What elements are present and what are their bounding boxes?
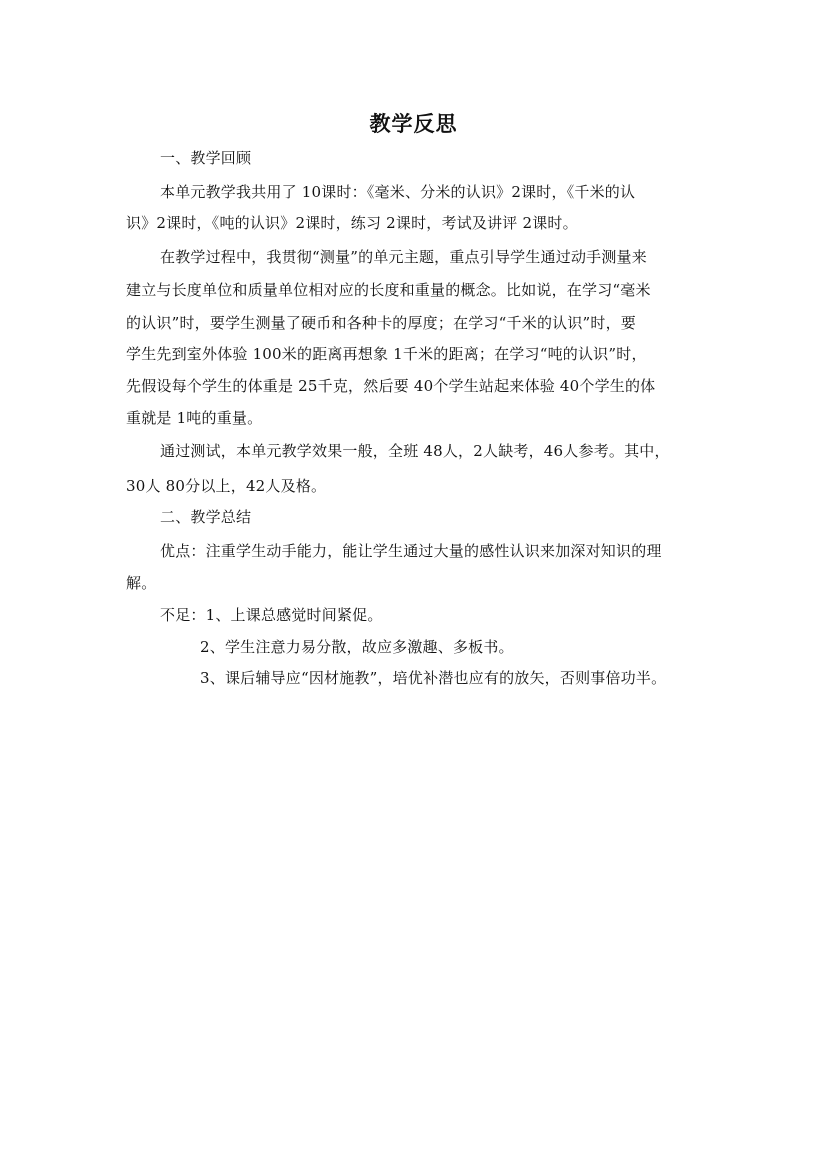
paragraph-line: 优点：注重学生动手能力，能让学生通过大量的感性认识来加深对知识的理	[160, 542, 662, 560]
list-item: 不足：1、上课总感觉时间紧促。	[160, 606, 383, 624]
paragraph-line: 本单元教学我共用了 10课时：《毫米、分米的认识》2课时，《千米的认	[160, 183, 636, 201]
document-title: 教学反思	[369, 112, 458, 136]
paragraph-line: 30人 80分以上，42人及格。	[126, 477, 327, 495]
paragraph-line: 建立与长度单位和质量单位相对应的长度和重量的概念。比如说，在学习“毫米	[126, 281, 651, 299]
paragraph-line: 解。	[126, 574, 157, 592]
paragraph-line: 先假设每个学生的体重是 25千克，然后要 40个学生站起来体验 40个学生的体	[126, 377, 656, 395]
paragraph-line: 识》2课时，《吨的认识》2课时，练习 2课时，考试及讲评 2课时。	[126, 214, 578, 232]
paragraph-line: 重就是 1吨的重量。	[126, 409, 263, 427]
paragraph-line: 学生先到室外体验 100米的距离再想象 1千米的距离；在学习“吨的认识”时，	[126, 345, 647, 363]
paragraph-line: 通过测试，本单元教学效果一般，全班 48人，2人缺考，46人参考。其中，	[160, 442, 670, 460]
list-item: 2、学生注意力易分散，故应多激趣、多板书。	[200, 638, 514, 656]
paragraph-line: 在教学过程中，我贯彻“测量”的单元主题，重点引导学生通过动手测量来	[160, 248, 647, 266]
paragraph-line: 的认识”时，要学生测量了硬币和各种卡的厚度；在学习“千米的认识”时，要	[126, 314, 637, 332]
list-item: 3、课后辅导应“因材施教”，培优补潜也应有的放矢，否则事倍功半。	[200, 669, 667, 687]
section-heading-summary: 二、教学总结	[160, 508, 252, 526]
section-heading-review: 一、教学回顾	[160, 149, 252, 167]
